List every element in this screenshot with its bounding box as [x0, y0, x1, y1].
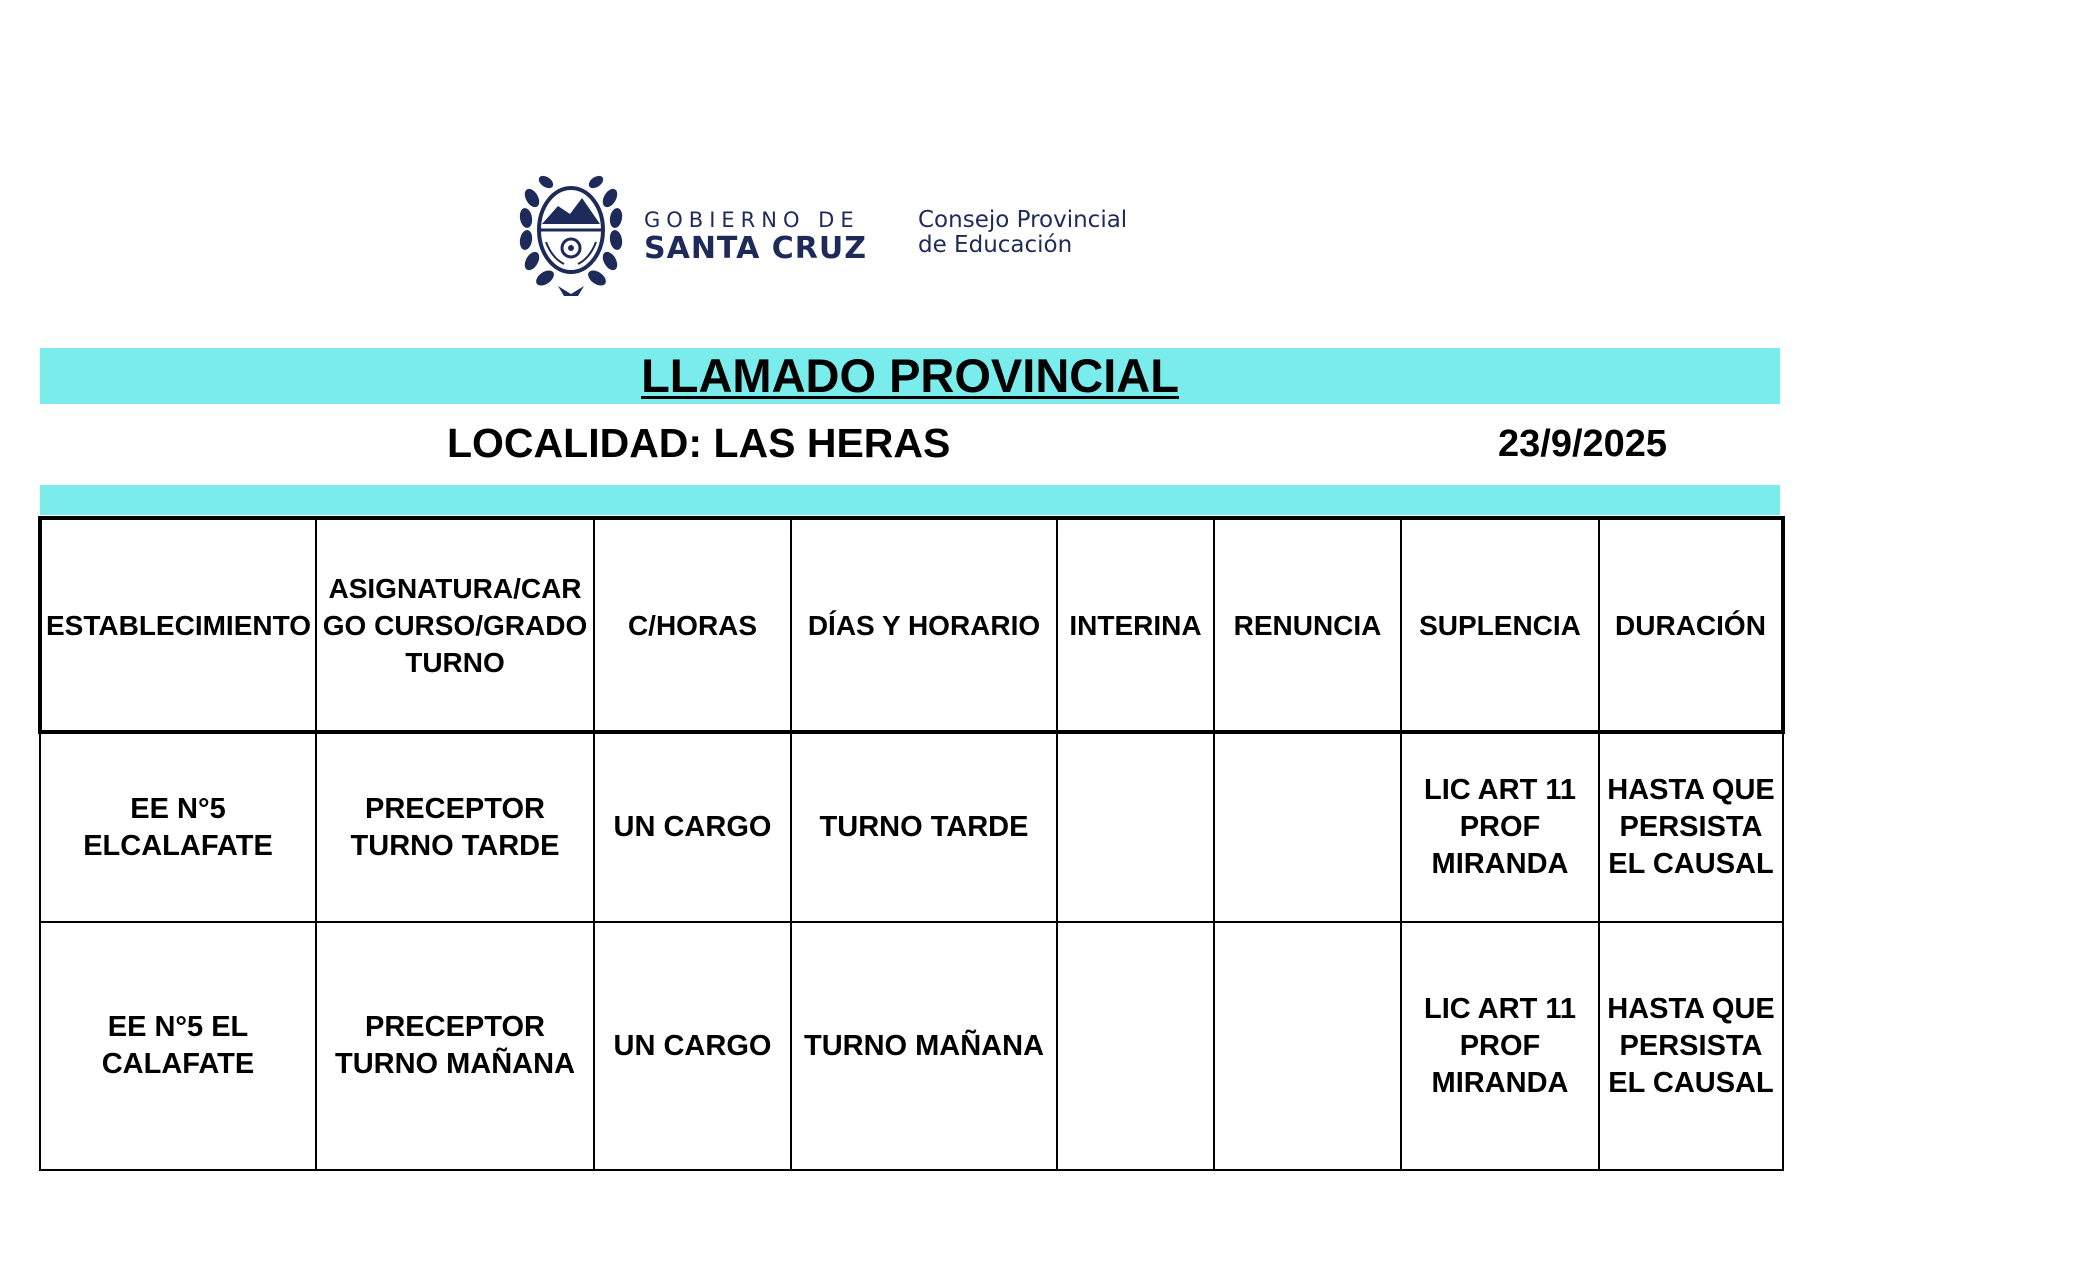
- gobierno-logotype: [644, 208, 867, 266]
- interina-cell: [1057, 922, 1214, 1170]
- llamado-table: [38, 516, 1785, 1171]
- consejo-line1: Consejo Provincial: [918, 207, 1128, 233]
- horas-cell: UN CARGO: [594, 922, 791, 1170]
- column-header: ESTABLECIMIENTO: [40, 518, 316, 732]
- suplencia-cell: LIC ART 11 PROF MIRANDA: [1401, 922, 1599, 1170]
- duracion-cell: HASTA QUE PERSISTA EL CAUSAL: [1599, 922, 1783, 1170]
- establecimiento-cell: EE N°5 ELCALAFATE: [40, 732, 316, 922]
- column-header: DURACIÓN: [1599, 518, 1783, 732]
- date-label: 23/9/2025: [1498, 423, 1668, 465]
- interina-cell: [1057, 732, 1214, 922]
- horas-cell: UN CARGO: [594, 732, 791, 922]
- column-header: ASIGNATURA/CARGO CURSO/GRADO TURNO: [316, 518, 594, 732]
- column-header: DÍAS Y HORARIO: [791, 518, 1057, 732]
- dias-horario-cell: TURNO MAÑANA: [791, 922, 1057, 1170]
- page-title: LLAMADO PROVINCIAL: [641, 349, 1179, 402]
- asignatura-cell: PRECEPTOR TURNO MAÑANA: [316, 922, 594, 1170]
- localidad-heading: LOCALIDAD: LAS HERAS: [447, 420, 951, 466]
- coat-of-arms-icon: [518, 168, 624, 298]
- renuncia-cell: [1214, 732, 1401, 922]
- santa-cruz-text: SANTA CRUZ: [644, 231, 867, 266]
- asignatura-cell: PRECEPTOR TURNO TARDE: [316, 732, 594, 922]
- suplencia-cell: LIC ART 11 PROF MIRANDA: [1401, 732, 1599, 922]
- column-header: RENUNCIA: [1214, 518, 1401, 732]
- separator-band: [40, 485, 1780, 515]
- table-header-row: [40, 518, 1783, 732]
- establecimiento-cell: EE N°5 EL CALAFATE: [40, 922, 316, 1170]
- column-header: C/HORAS: [594, 518, 791, 732]
- duracion-cell: HASTA QUE PERSISTA EL CAUSAL: [1599, 732, 1783, 922]
- table-row: [40, 732, 1783, 922]
- table-row: [40, 922, 1783, 1170]
- column-header: INTERINA: [1057, 518, 1214, 732]
- consejo-logotype: [918, 208, 1127, 258]
- renuncia-cell: [1214, 922, 1401, 1170]
- column-header: SUPLENCIA: [1401, 518, 1599, 732]
- gobierno-de-text: GOBIERNO DE: [644, 208, 860, 232]
- consejo-line2: de Educación: [918, 232, 1073, 258]
- dias-horario-cell: TURNO TARDE: [791, 732, 1057, 922]
